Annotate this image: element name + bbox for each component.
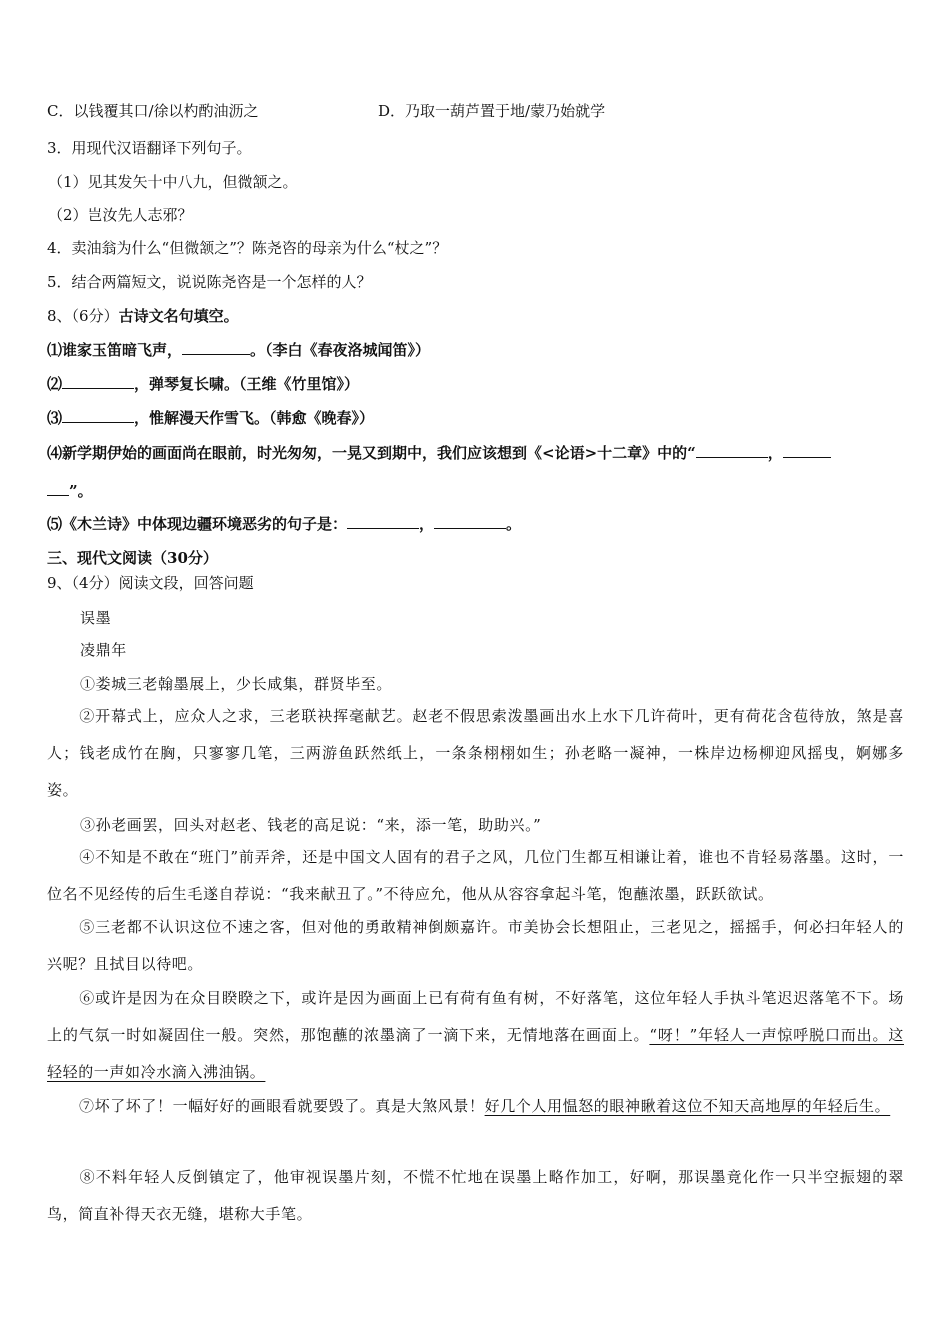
passage-para-2: ②开幕式上，应众人之求，三老联袂挥毫献艺。赵老不假思索泼墨画出水上水下几许荷叶，更有荷花含苞待放，煞是喜人；钱老成竹在胸，只寥寥几笔，三两游鱼跃然纸上，一条条栩栩如生；孙老略一凝神，一株岸边杨柳迎风摇曳，婀娜多姿。 <box>47 707 904 799</box>
answer-blank[interactable] <box>347 514 419 529</box>
passage-para-8: ⑧不料年轻人反倒镇定了，他审视误墨片刻，不慌不忙地在误墨上略作加工，好啊，那误墨竟化作一只半空振翅的翠鸟，简直补得天衣无缝，堪称大手笔。 <box>47 1168 904 1223</box>
passage-para-4: ④不知是不敢在“班门”前弄斧，还是中国文人固有的君子之风，几位门生都互相谦让着，谁也不肯轻易落墨。这时，一位名不见经传的后生毛遂自荐说：“我来献丑了。”不待应允，他从从容容拿起斗笔，饱蘸浓墨，跃跃欲试。 <box>47 848 904 903</box>
q3-sentence-2: （2）岂汝先人志邪？ <box>48 206 193 224</box>
q8-title: 古诗文名句填空。 <box>118 307 239 325</box>
underlined-sentence: 好几个人用愠怒的眼神瞅着这位不知天高地厚的年轻后生。 <box>484 1097 891 1115</box>
q8-line-5: ⑸《木兰诗》中体现边疆环境恶劣的句子是： ， 。 <box>47 515 522 533</box>
underlined-sentence: “呀！”年轻人一声惊呼脱口而出。这轻轻的一声如冷水滴入沸油锅。 <box>47 1026 904 1081</box>
q5-stem: 5．结合两篇短文，说说陈尧咨是一个怎样的人？ <box>47 273 372 291</box>
passage-para-5: ⑤三老都不认识这位不速之客，但对他的勇敢精神倒颇嘉许。市美协会长想阻止，三老见之，摇摇手，何必扫年轻人的兴呢？且拭目以待吧。 <box>47 918 904 973</box>
q8-line-1: ⑴谁家玉笛暗飞声， 。（李白《春夜洛城闻笛》） <box>47 341 431 359</box>
q8-line-2: ⑵ ，弹琴复长啸。（王维《竹里馆》） <box>47 375 360 393</box>
q8-number: 8、（6分） <box>47 307 119 325</box>
answer-blank[interactable] <box>783 443 831 458</box>
q4-stem: 4．卖油翁为什么“但微颔之”？陈尧咨的母亲为什么“杖之”？ <box>47 239 448 257</box>
q3-stem: 3．用现代汉语翻译下列句子。 <box>47 139 252 157</box>
answer-blank[interactable] <box>434 514 506 529</box>
passage-para-6: ⑥或许是因为在众目睽睽之下，或许是因为画面上已有荷有鱼有树，不好落笔，这位年轻人手执斗笔迟迟落笔不下。场上的气氛一时如凝固住一般。突然，那饱蘸的浓墨滴了一滴下来，无情地落在画面上。“呀！”年轻人一声惊呼脱口而出。这轻轻的一声如冷水滴入沸油锅。 <box>47 989 904 1081</box>
option-c: C．以钱覆其口/徐以杓酌油沥之 <box>47 102 259 120</box>
answer-blank[interactable] <box>62 408 134 423</box>
passage-para-7: ⑦坏了坏了！一幅好好的画眼看就要毁了。真是大煞风景！好几个人用愠怒的眼神瞅着这位不知天高地厚的年轻后生。 <box>79 1097 891 1115</box>
passage-para-1: ①娄城三老翰墨展上，少长咸集，群贤毕至。 <box>80 675 393 693</box>
q8-line-4-cont: ”。 <box>47 481 93 501</box>
passage-para-3: ③孙老画罢，回头对赵老、钱老的高足说：“来，添一笔，助助兴。” <box>80 816 542 834</box>
answer-blank[interactable] <box>696 443 768 458</box>
answer-blank[interactable] <box>47 481 69 496</box>
options-row <box>47 101 259 121</box>
q9-stem: 9、（4分）阅读文段，回答问题 <box>47 574 254 592</box>
q8-header <box>47 306 239 326</box>
section-3-heading: 三、现代文阅读（30分） <box>47 549 218 567</box>
passage-author: 凌鼎年 <box>80 641 127 659</box>
q8-line-4: ⑷新学期伊始的画面尚在眼前，时光匆匆，一晃又到期中，我们应该想到《<论语>十二章》中的“ ， <box>47 443 831 463</box>
q3-sentence-1: （1）见其发矢十中八九，但微颔之。 <box>48 173 298 191</box>
q8-line-3: ⑶ ，惟解漫天作雪飞。（韩愈《晚春》） <box>47 409 375 427</box>
answer-blank[interactable] <box>182 340 250 355</box>
answer-blank[interactable] <box>62 374 134 389</box>
passage-title: 误墨 <box>80 609 112 627</box>
option-d: D．乃取一葫芦置于地/蒙乃始就学 <box>378 102 606 120</box>
